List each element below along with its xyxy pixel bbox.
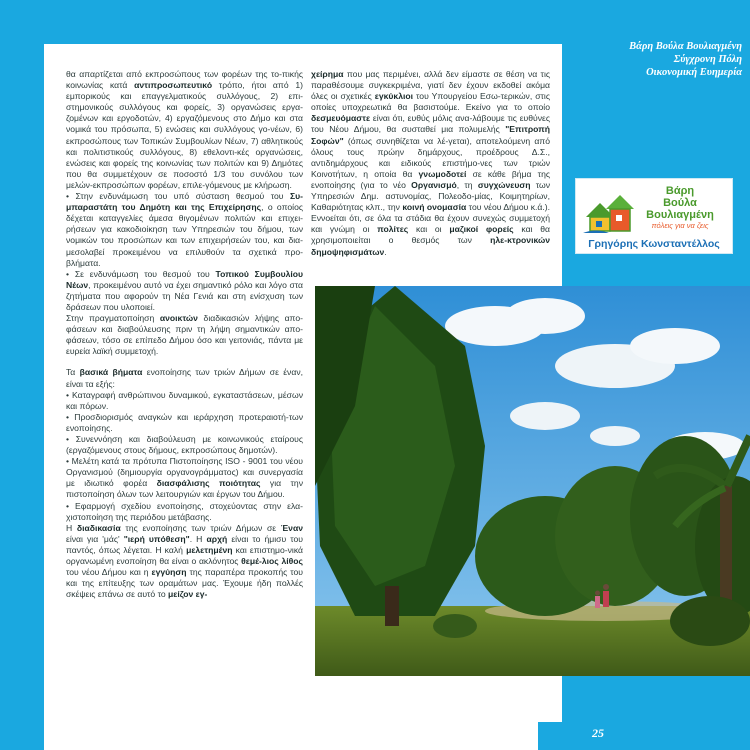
park-photo	[315, 286, 750, 676]
paragraph: Τα βασικά βήματα ενοποίησης των τριών Δήμων σε έναν, είναι τα εξής:	[66, 367, 303, 389]
paragraph: χείρημα που μας περιμένει, αλλά δεν είμαστε σε θέση να τις παραθέσουμε συγκεκριμένα, γιατί δεν έχουν εκδοθεί ακόμα όλες οι σχετικές εγκύκλιοι του Υπουργείου Εσω-τερικών, στις οποίες υποχρεωτικά θα βασιστούμε. Εκείνο για το οποίο δεσμευόμαστε είναι ότι, ευθύς μόλις ανα-λάβουμε τις ευθύνες του Νέου Δήμου, θα συσταθεί μια πολυμελής "Επιτροπή Σοφών" (όπως συνηθίζεται να λέ-γεται), αποτελούμενη από όλους τους πρώην δημάρχους, προέδρους Δ.Σ., αντιδημάρχους και ειδικούς επιστήμο-νες των τριών Κοινοτήτων, η οποία θα γνωμοδοτεί σε κάθε βήμα της ενοποίησης (για το νέο Οργανισμό, τη συγχώνευση των Υπηρεσιών Δημ. αστυνομίας, Πολεοδο-μίας, Κοιμητηρίων, Καθαριότητας κλπ., την κοινή ονομασία του νέου Δήμου κ.ά.). Εννοείται ότι, σε όλα τα στάδια θα έχουν συνεχώς συμμετοχή και γνώμη οι πολίτες και οι μαζικοί φορείς και θα χρησιμοποιείται ο θεσμός των ηλε-κτρονικών δημοψηφισμάτων.	[311, 69, 550, 257]
paragraph: • Στην ενδυνάμωση του υπό σύσταση θεσμού του Συ-μπαραστάτη του Δημότη και της Επιχείρησης, ο οποίος δέχεται καταγγελίες άμεσα θιγομένων πολιτών και επιχει-ρήσεων για κακοδιοίκηση των Υπηρεσιών του δήμου, των νομικών του προσώπων και των επιχειρήσεών του, και δια-μεσολαβεί προκειμένου να επιλυθούν τα σχετικά προ-βλήματα.	[66, 191, 303, 268]
page-number: 25	[592, 726, 604, 740]
list-item: • Μελέτη κατά τα πρότυπα Πιστοποίησης ISO - 9001 του νέου Οργανισμού (δημιουργία οργανογράμματος) και συνεργασία με ιδιωτικό φορέα διασφάλισης ποιότητας για την πιστοποίηση όλων των λειτουργιών και έργων του Δήμου.	[66, 456, 304, 500]
logo-name: Γρηγόρης Κωνσταντέλλος	[588, 238, 720, 250]
paragraph: θα απαρτίζεται από εκπροσώπους των φορέων της το-πικής κοινωνίας κατά αντιπροσωπευτικό τρόπο, ήτοι από 1) εμπορικούς και επαγγελματικούς συλλόγους, 2) επι-στημονικούς συλλόγους και φορείς, 3) οργανώσεις εργα-ζομένων και εργοδοτών, 4) εργαζόμενους στο Δήμο και στα νομικά του πρόσωπα, 5) ενώσεις και συλλόγους γο-νέων, 6) εκπροσώπους των Τοπικών Συμβουλίων Νέων, 7) αθλητικούς και πολιτιστικούς συλλόγους, 8) εθελοντι-κές οργανώσεις, ενώσεις και φορείς της κοινωνίας των πολιτών και 9) Δημότες που θα συμμετέχουν σε ποσοστό 1/3 του συνόλου των μελών-εκπροσώπων φορέων, επιλε-γόμενους με κλήρωση.	[66, 69, 303, 190]
list-item: • Καταγραφή ανθρώπινου δυναμικού, εγκαταστάσεων, μέσων και πόρων.	[66, 389, 303, 411]
paragraph: Στην πραγματοποίηση ανοικτών διαδικασιών λήψης απο-φάσεων και διαβούλευσης πριν τη λήψη σημαντικών απο-φάσεων, τόσο σε επίπεδο Δήμου όσο και γειτονιάς, πάντα με ευρεία λαϊκή συμμετοχή.	[66, 313, 303, 357]
text-column-1	[66, 69, 303, 600]
header-line-2: Σύγχρονη Πόλη	[673, 54, 742, 65]
list-item: • Συνεννόηση και διαβούλευση με κοινωνικούς εταίρους (εργαζόμενους στους δήμους, εκπροσώπους δημοτών).	[66, 434, 303, 456]
left-blue-band	[0, 0, 44, 750]
campaign-logo	[575, 178, 733, 254]
list-item: • Προσδιορισμός αναγκών και ιεράρχηση προτεραιοτή-των ενοποίησης.	[66, 411, 303, 433]
paragraph: • Σε ενδυνάμωση του θεσμού του Τοπικού Συμβουλίου Νέων, προκειμένου αυτό να έχει σημαντικό ρόλο και λόγο στα ζητήματα που αφορούν τη Νέα Γενιά και στη ενίσχυση των δράσεων που υλοποιεί.	[66, 268, 303, 312]
park-illustration	[315, 286, 750, 676]
logo-title-3: Βουλιαγμένη	[646, 209, 714, 221]
text-column-2	[311, 69, 550, 258]
header-line-3: Οικονομική Ευημερία	[646, 67, 742, 78]
running-header	[574, 40, 742, 79]
paragraph: Η διαδικασία της ενοποίησης των τριών Δήμων σε Έναν είναι για 'μάς' "ιερή υπόθεση". Η αρχή είναι το ήμισυ του παντός, όπως λέγεται. Η καλή μελετημένη και επιστημο-νικά οργανωμένη ενοποίηση θα είναι ο ακλόνητος θεμέ-λιος λίθος του νέου Δήμου και η εγγύηση της παραπέρα προκοπής του και της επίτευξης των οραμάτων μας. Έχουμε ήδη πολλές σκέψεις επάνω σε αυτό το μείζον εγ-	[66, 522, 304, 600]
bottom-white-strip	[44, 722, 538, 750]
list-item: • Εφαρμογή σχεδίου ενοποίησης, στοχεύοντας στην ελα-χιστοποίηση της περιόδου μετάβασης.	[66, 500, 303, 522]
logo-graphic	[576, 179, 732, 253]
top-blue-band	[0, 0, 562, 44]
logo-title-1: Βάρη	[665, 185, 695, 197]
logo-title-2: Βούλα	[663, 197, 697, 209]
header-line-1: Βάρη Βούλα Βουλιαγμένη	[629, 41, 742, 52]
logo-slogan: πόλεις για να ζεις	[651, 221, 709, 230]
